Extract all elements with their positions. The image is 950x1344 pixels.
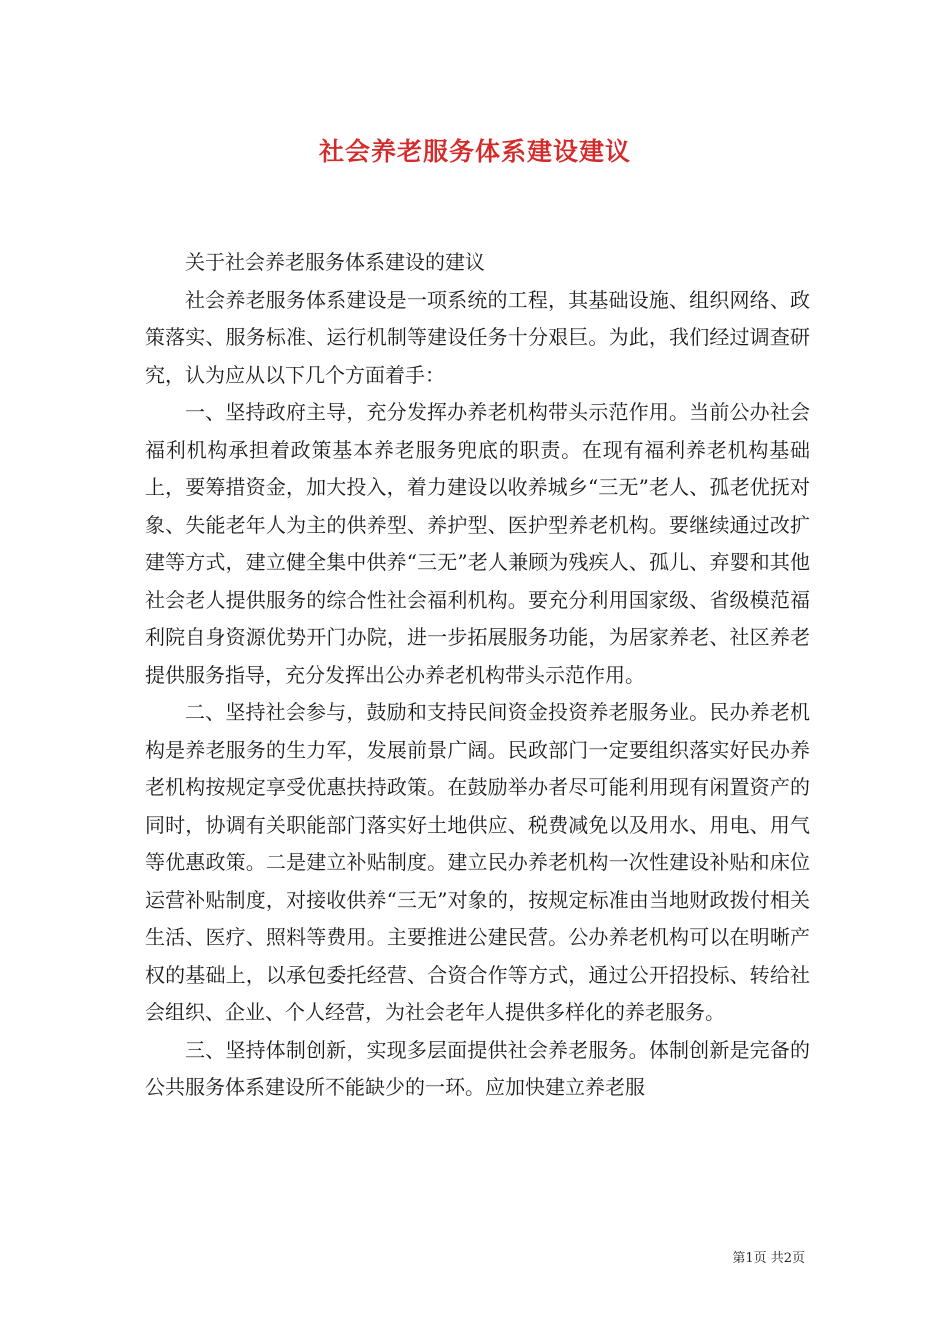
- paragraph-section-1: 一、坚持政府主导，充分发挥办养老机构带头示范作用。当前公办社会福利机构承担着政策基本养老服务兜底的职责。在现有福利养老机构基础上，要筹措资金，加大投入，着力建设以收养城乡“三无”老人、孤老优抚对象、失能老年人为主的供养型、养护型、医护型养老机构。要继续通过改扩建等方式，建立健全集中供养“三无”老人兼顾为残疾人、孤儿、弃婴和其他社会老人提供服务的综合性社会福利机构。要充分利用国家级、省级模范福利院自身资源优势开门办院，进一步拓展服务功能，为居家养老、社区养老提供服务指导，充分发挥出公办养老机构带头示范作用。: [145, 400, 810, 687]
- document-title: 社会养老服务体系建设建议: [318, 137, 631, 166]
- paragraph-section-3: 三、坚持体制创新，实现多层面提供社会养老服务。体制创新是完备的公共服务体系建设所不能缺少的一环。应加快建立养老服: [145, 1037, 810, 1099]
- page-number: 第1页 共2页: [732, 1251, 805, 1266]
- paragraph-section-2: 二、坚持社会参与，鼓励和支持民间资金投资养老服务业。民办养老机构是养老服务的生力军，发展前景广阔。民政部门一定要组织落实好民办养老机构按规定享受优惠扶持政策。在鼓励举办者尽可能利用现有闲置资产的同时，协调有关职能部门落实好土地供应、税费减免以及用水、用电、用气等优惠政策。二是建立补贴制度。建立民办养老机构一次性建设补贴和床位运营补贴制度，对接收供养“三无”对象的，按规定标准由当地财政拨付相关生活、医疗、照料等费用。主要推进公建民营。公办养老机构可以在明晰产权的基础上，以承包委托经营、合资合作等方式，通过公开招投标、转给社会组织、企业、个人经营，为社会老年人提供多样化的养老服务。: [145, 700, 810, 1024]
- paragraph-intro: 社会养老服务体系建设是一项系统的工程，其基础设施、组织网络、政策落实、服务标准、运行机制等建设任务十分艰巨。为此，我们经过调查研究，认为应从以下几个方面着手：: [145, 287, 810, 387]
- paragraph-heading: 关于社会养老服务体系建设的建议: [185, 250, 485, 274]
- document-body: [145, 244, 810, 1107]
